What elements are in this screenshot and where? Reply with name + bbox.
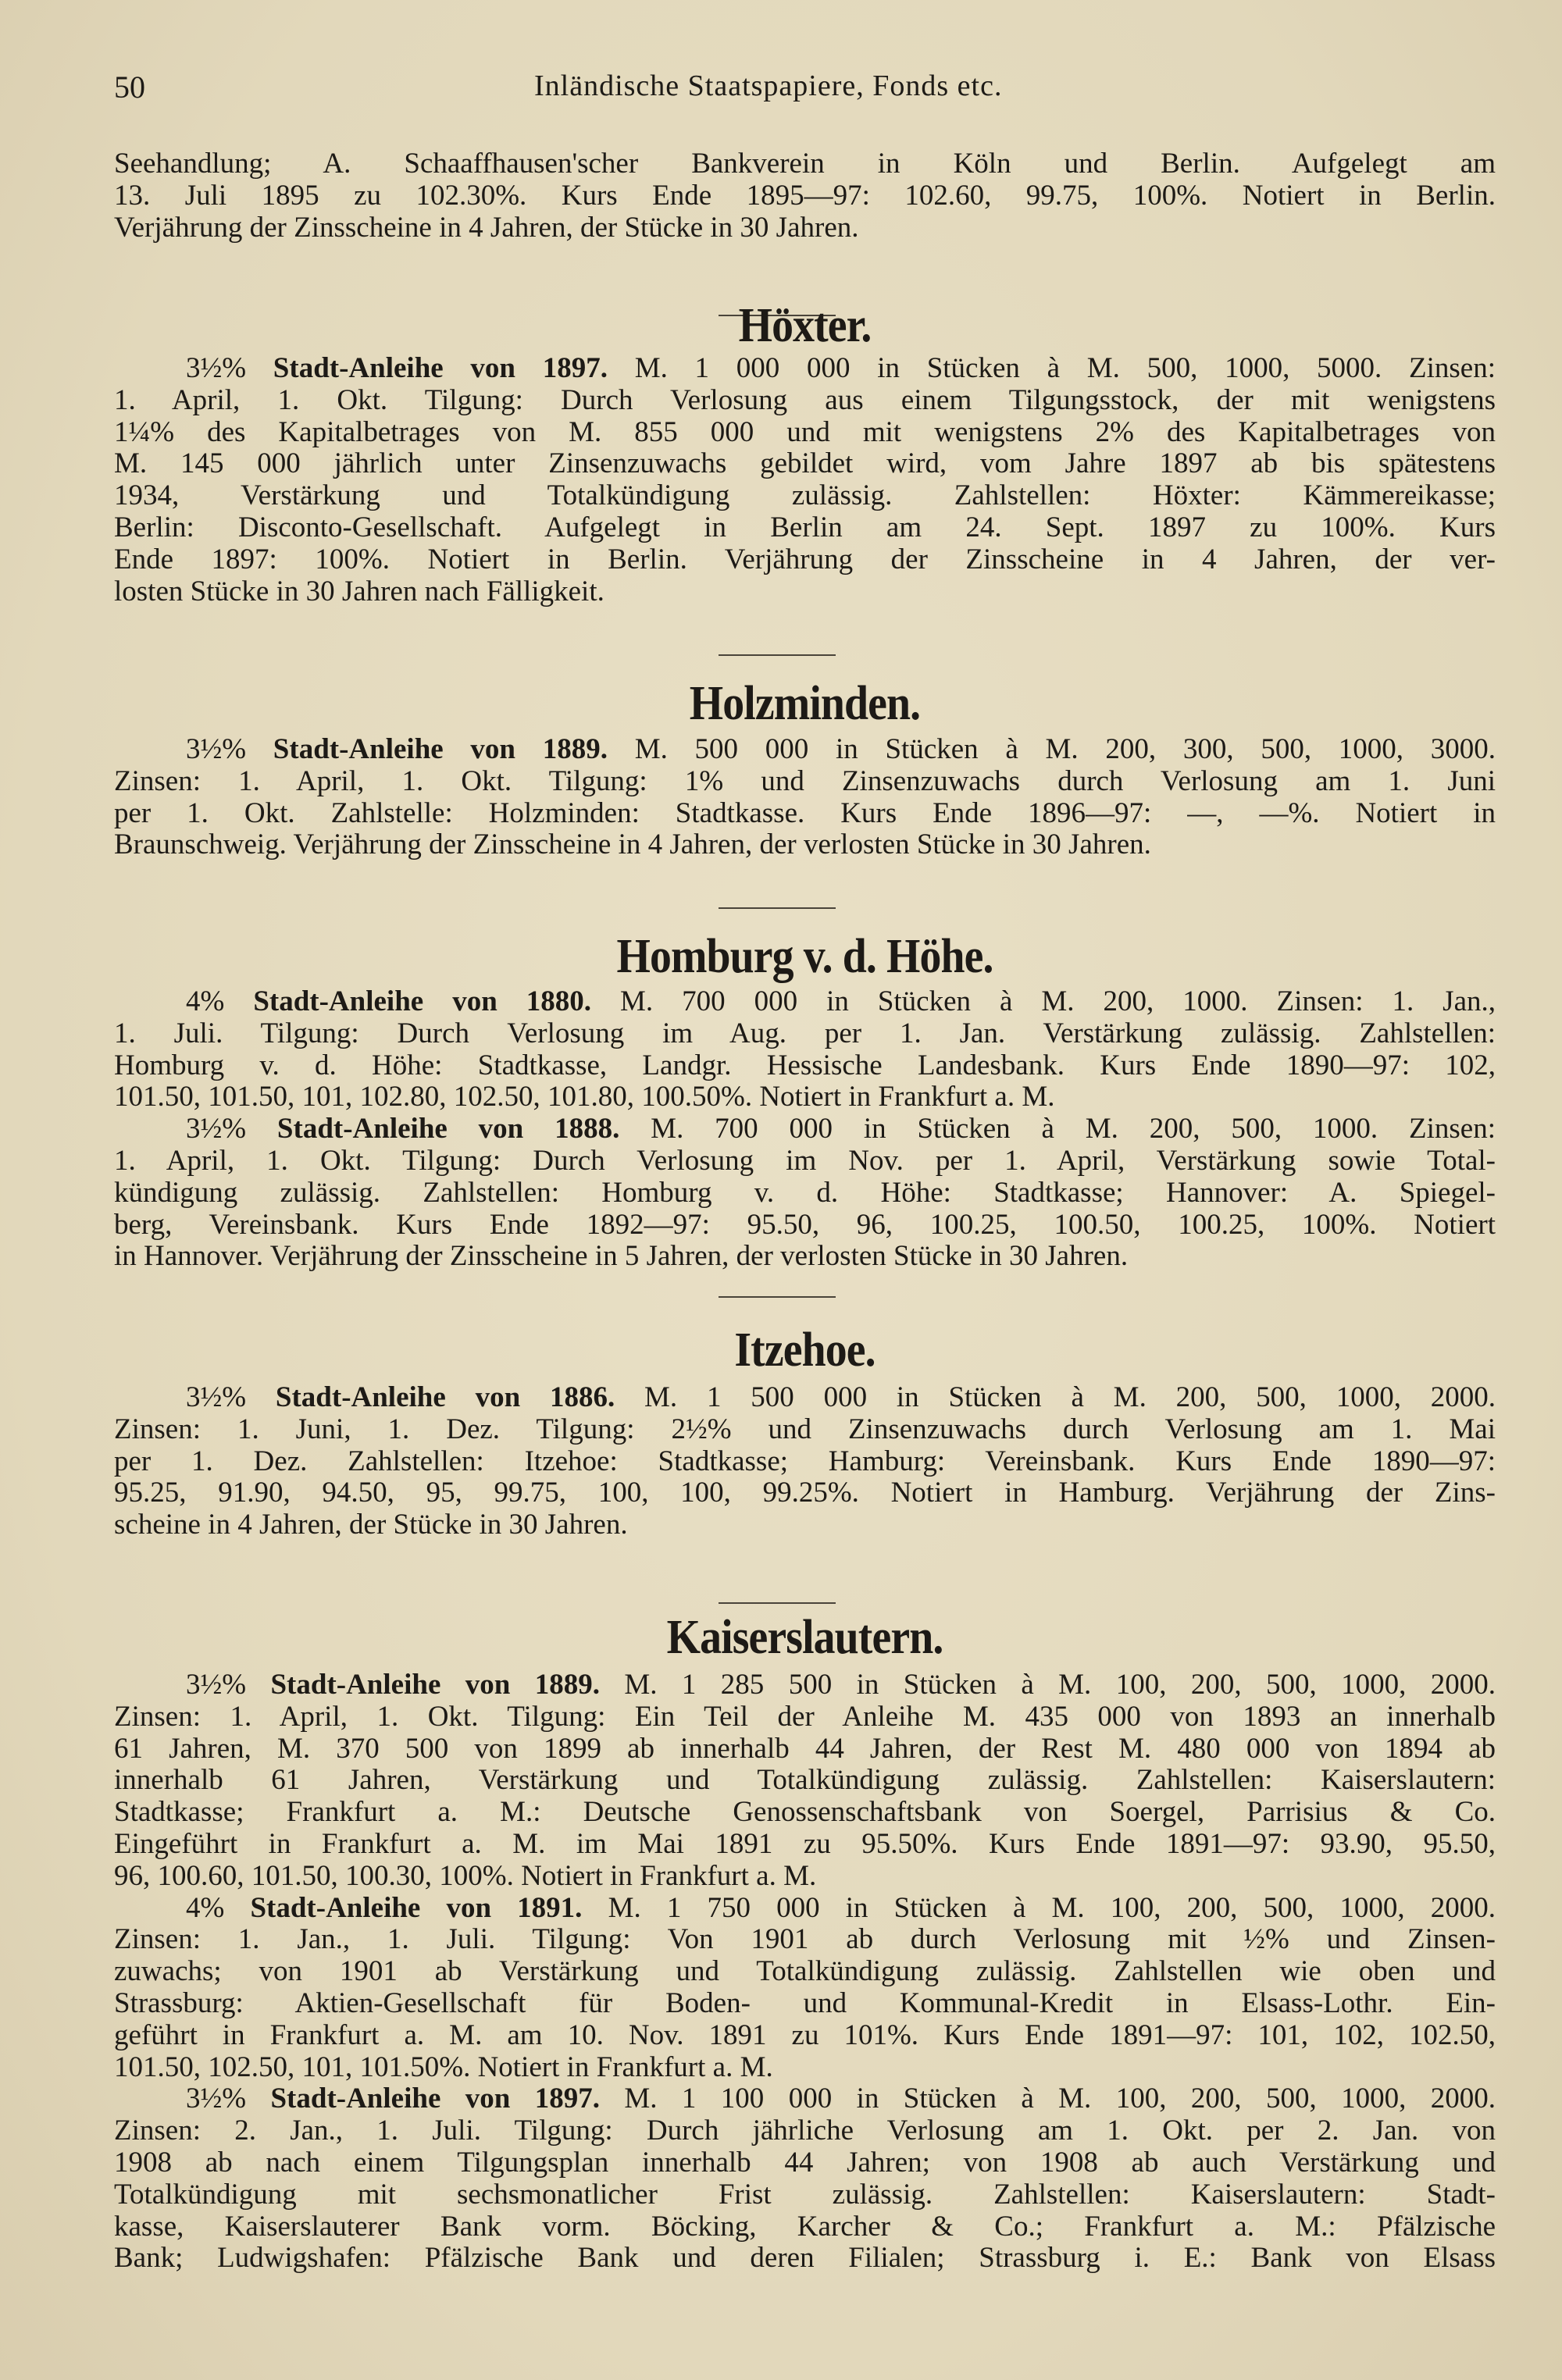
section-body [114,148,1496,244]
text-line: Totalkündigung mit sechsmonatlicher Frist zulässig. Zahlstellen: Kaiserslautern: Stadt- [114,2178,1496,2211]
text-line: kündigung zulässig. Zahlstellen: Homburg v. d. Höhe: Stadtkasse; Hannover: A. Spiegel- [114,1176,1496,1209]
loan-title: Stadt-Anleihe von 1880. [253,985,591,1017]
text-line: 101.50, 102.50, 101, 101.50%. Notiert in Frankfurt a. M. [114,2050,773,2083]
text-line: 1. April, 1. Okt. Tilgung: Durch Verlosung im Nov. per 1. April, Verstärkung sowie Total- [114,1144,1496,1177]
section-divider [719,907,836,909]
paragraph-first-line [114,1113,1496,1145]
loan-title: Stadt-Anleihe von 1889. [270,1669,600,1701]
text-line: Eingeführt in Frankfurt a. M. im Mai 1891 zu 95.50%. Kurs Ende 1891—97: 93.90, 95.50, [114,1827,1496,1860]
text-line: 1934, Verstärkung und Totalkündigung zulässig. Zahlstellen: Höxter: Kämmereikasse; [114,479,1496,512]
text-line: 13. Juli 1895 zu 102.30%. Kurs Ende 1895—97: 102.60, 99.75, 100%. Notiert in Berlin. [114,179,1496,212]
paragraph-first-line [114,986,1496,1018]
text-line: Homburg v. d. Höhe: Stadtkasse, Landgr. Hessische Landesbank. Kurs Ende 1890—97: 102, [114,1049,1496,1081]
running-title: Inländische Staatspapiere, Fonds etc. [534,69,1003,102]
text-line: 1. Juli. Tilgung: Durch Verlosung im Aug. per 1. Jan. Verstärkung zulässig. Zahlstellen: [114,1017,1496,1049]
loan-details: M. 700 000 in Stücken à M. 200, 500, 1000. Zinsen: [651,1113,1496,1145]
section-divider [719,1296,836,1298]
text-line: per 1. Dez. Zahlstellen: Itzehoe: Stadtkasse; Hamburg: Vereinsbank. Kurs Ende 1890—97: [114,1445,1496,1477]
text-line: scheine in 4 Jahren, der Stücke in 30 Jahren. [114,1509,628,1541]
interest-rate: 3½% [186,1113,247,1145]
interest-rate: 3½% [186,1381,247,1413]
interest-rate: 3½% [186,733,247,765]
text-line: 95.25, 91.90, 94.50, 95, 99.75, 100, 100, 99.25%. Notiert in Hamburg. Verjährung der Zins- [114,1477,1496,1509]
text-line: Strassburg: Aktien-Gesellschaft für Boden- und Kommunal-Kredit in Elsass-Lothr. Ein- [114,1986,1496,2019]
interest-rate: 4% [186,1891,225,1924]
section-divider [719,654,836,656]
text-line: Zinsen: 1. Juni, 1. Dez. Tilgung: 2½% und Zinsenzuwachs durch Verlosung am 1. Mai [114,1413,1496,1445]
text-line: 1. April, 1. Okt. Tilgung: Durch Verlosung aus einem Tilgungsstock, der mit wenigstens [114,383,1496,416]
section-divider [719,1602,836,1604]
text-line: M. 145 000 jährlich unter Zinsenzuwachs gebildet wird, vom Jahre 1897 ab bis spätestens [114,447,1496,480]
loan-details: M. 1 285 500 in Stücken à M. 100, 200, 500, 1000, 2000. [624,1669,1496,1701]
text-line: Seehandlung; A. Schaaffhausen'scher Bankverein in Köln und Berlin. Aufgelegt am [114,148,1496,180]
loan-title: Stadt-Anleihe von 1897. [273,352,608,384]
text-line: 1¼% des Kapitalbetrages von M. 855 000 und mit wenigstens 2% des Kapitalbetrages von [114,415,1496,448]
text-line: 61 Jahren, M. 370 500 von 1899 ab innerhalb 44 Jahren, der Rest M. 480 000 von 1894 ab [114,1732,1496,1765]
text-line: Ende 1897: 100%. Notiert in Berlin. Verjährung der Zinsscheine in 4 Jahren, der ver- [114,543,1496,575]
paragraph-first-line [114,1893,1496,1925]
paragraph-first-line [114,734,1496,766]
paragraph-first-line [114,353,1496,385]
text-line: zuwachs; von 1901 ab Verstärkung und Totalkündigung zulässig. Zahlstellen wie oben und [114,1955,1496,1988]
paragraph-first-line [114,1382,1496,1414]
loan-details: M. 1 750 000 in Stücken à M. 100, 200, 500, 1000, 2000. [608,1891,1496,1924]
text-line: Braunschweig. Verjährung der Zinsscheine in 4 Jahren, der verlosten Stücke in 30 Jahren. [114,828,1151,861]
text-line: berg, Vereinsbank. Kurs Ende 1892—97: 95.50, 96, 100.25, 100.50, 100.25, 100%. Notiert [114,1208,1496,1241]
loan-title: Stadt-Anleihe von 1897. [270,2082,600,2115]
loan-details: M. 1 000 000 in Stücken à M. 500, 1000, 5000. Zinsen: [634,352,1496,384]
section-heading: Holzminden. [689,677,921,730]
loan-details: M. 1 100 000 in Stücken à M. 100, 200, 500, 1000, 2000. [624,2082,1496,2115]
text-line: losten Stücke in 30 Jahren nach Fälligkeit. [114,575,604,607]
loan-details: M. 700 000 in Stücken à M. 200, 1000. Zinsen: 1. Jan., [619,985,1496,1017]
interest-rate: 4% [186,985,225,1017]
section-heading: Homburg v. d. Höhe. [616,930,993,983]
section-body [114,353,1496,607]
paragraph-first-line [114,2083,1496,2115]
section-body [114,1382,1496,1541]
section-heading: Höxter. [738,299,872,352]
interest-rate: 3½% [186,352,247,384]
text-line: Zinsen: 2. Jan., 1. Juli. Tilgung: Durch jährliche Verlosung am 1. Okt. per 2. Jan. von [114,2115,1496,2147]
loan-title: Stadt-Anleihe von 1891. [250,1891,583,1924]
text-line: 1908 ab nach einem Tilgungsplan innerhalb 44 Jahren; von 1908 ab auch Verstärkung und [114,2146,1496,2179]
section-heading: Kaiserslautern. [666,1611,943,1664]
interest-rate: 3½% [186,2082,247,2115]
text-line: kasse, Kaiserslauterer Bank vorm. Böcking, Karcher & Co.; Frankfurt a. M.: Pfälzische [114,2210,1496,2243]
text-line: Stadtkasse; Frankfurt a. M.: Deutsche Genossenschaftsbank von Soergel, Parrisius & Co. [114,1796,1496,1829]
text-line: geführt in Frankfurt a. M. am 10. Nov. 1891 zu 101%. Kurs Ende 1891—97: 101, 102, 102.50, [114,2018,1496,2051]
text-line: 96, 100.60, 101.50, 100.30, 100%. Notiert in Frankfurt a. M. [114,1859,817,1892]
text-line: in Hannover. Verjährung der Zinsscheine in 5 Jahren, der verlosten Stücke in 30 Jahren. [114,1240,1129,1273]
text-line: Bank; Ludwigshafen: Pfälzische Bank und deren Filialen; Strassburg i. E.: Bank von Elsass [114,2242,1496,2275]
loan-title: Stadt-Anleihe von 1888. [276,1113,620,1145]
loan-details: M. 500 000 in Stücken à M. 200, 300, 500, 1000, 3000. [634,733,1496,765]
page-number: 50 [114,69,145,105]
text-line: Verjährung der Zinsscheine in 4 Jahren, der Stücke in 30 Jahren. [114,211,859,244]
text-line: Berlin: Disconto-Gesellschaft. Aufgelegt in Berlin am 24. Sept. 1897 zu 100%. Kurs [114,511,1496,543]
text-line: innerhalb 61 Jahren, Verstärkung und Totalkündigung zulässig. Zahlstellen: Kaiserslautern: [114,1764,1496,1797]
loan-title: Stadt-Anleihe von 1889. [273,733,608,765]
text-line: Zinsen: 1. Jan., 1. Juli. Tilgung: Von 1901 ab durch Verlosung mit ½% und Zinsen- [114,1923,1496,1956]
interest-rate: 3½% [186,1669,247,1701]
section-body [114,734,1496,861]
text-line: 101.50, 101.50, 101, 102.80, 102.50, 101.80, 100.50%. Notiert in Frankfurt a. M. [114,1081,1055,1113]
text-line: Zinsen: 1. April, 1. Okt. Tilgung: 1% und Zinsenzuwachs durch Verlosung am 1. Juni [114,764,1496,797]
section-heading: Itzehoe. [734,1324,876,1377]
text-line: Zinsen: 1. April, 1. Okt. Tilgung: Ein Teil der Anleihe M. 435 000 von 1893 an innerhalb [114,1700,1496,1733]
loan-title: Stadt-Anleihe von 1886. [275,1381,615,1413]
section-body [114,1669,1496,2275]
paragraph-first-line [114,1669,1496,1701]
loan-details: M. 1 500 000 in Stücken à M. 200, 500, 1000, 2000. [644,1381,1496,1413]
text-line: per 1. Okt. Zahlstelle: Holzminden: Stadtkasse. Kurs Ende 1896—97: —, —%. Notiert in [114,796,1496,829]
section-body [114,986,1496,1273]
